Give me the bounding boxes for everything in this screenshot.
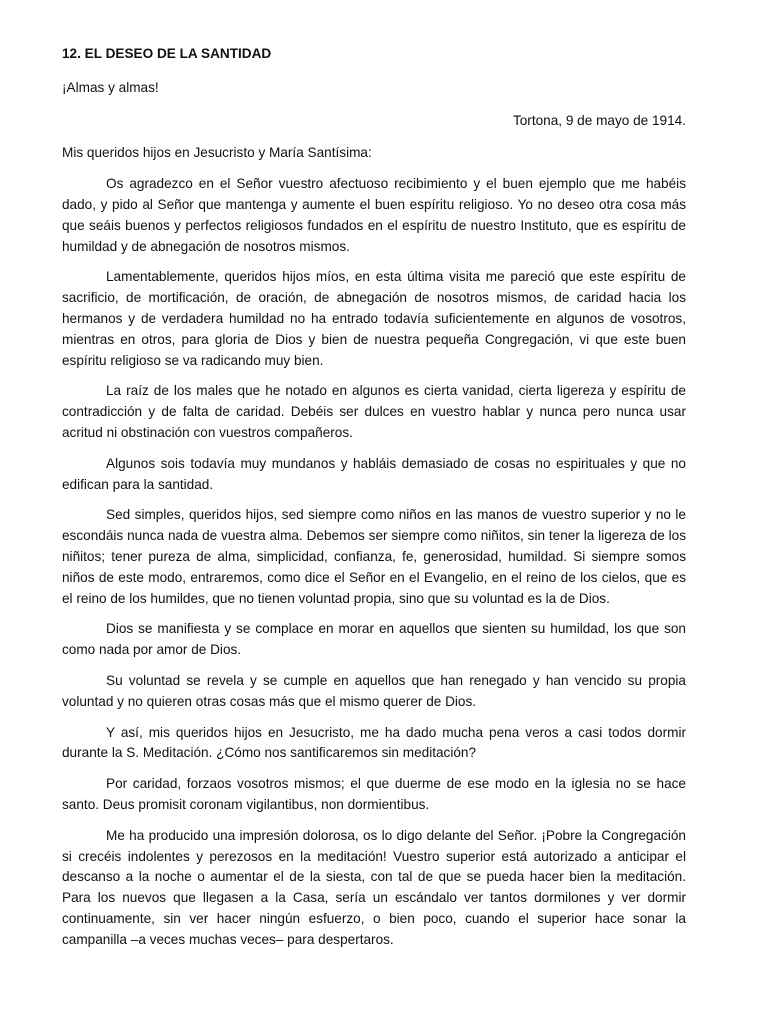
paragraph-9: Por caridad, forzaos vosotros mismos; el que duerme de ese modo en la iglesia no se hace santo. Deus promisit coronam vigilantibus, non dormientibus. — [62, 776, 686, 812]
paragraph-4: Algunos sois todavía muy mundanos y habláis demasiado de cosas no espirituales y que no edifican para la santidad. — [62, 455, 686, 492]
intro-line: ¡Almas y almas! — [62, 79, 159, 95]
paragraph-2: Lamentablemente, queridos hijos míos, en esta última visita me pareció que este espíritu de sacrificio, de mortificación, de oración, de abnegación de nosotros mismos, de caridad hacia los hermanos y de verdadera humildad no ha entrado todavía suficientemente en algunos de vosotros, mientras en otros, para gloria de Dios y bien de nuestra pequeña Congregación, vi que este buen espíritu religioso se va radicando muy bien. — [62, 269, 686, 368]
paragraph-1: Os agradezco en el Señor vuestro afectuoso recibimiento y el buen ejemplo que me habéis dado, y pido al Señor que mantenga y aumente el buen espíritu religioso. Yo no deseo otra cosa más que seáis buenos y perfectos religiosos fundados en el espíritu de nuestro Instituto, que es espíritu de humildad y de abnegación de nosotros mismos. — [62, 176, 686, 254]
paragraph-8: Y así, mis queridos hijos en Jesucristo, me ha dado mucha pena veros a casi todos dormir durante la S. Meditación. ¿Cómo nos santificaremos sin meditación? — [62, 724, 686, 761]
paragraph-6: Dios se manifiesta y se complace en morar en aquellos que sienten su humildad, los que son como nada por amor de Dios. — [62, 621, 686, 658]
paragraph-3: La raíz de los males que he notado en algunos es cierta vanidad, cierta ligereza y espíritu de contradicción y de falta de caridad. Debéis ser dulces en vuestro hablar y nunca pero nunca usar acritud ni obstinación con vuestros compañeros. — [62, 383, 686, 440]
dateline: Tortona, 9 de mayo de 1914. — [512, 112, 686, 128]
paragraph-5: Sed simples, queridos hijos, sed siempre como niños en las manos de vuestro superior y no le escondáis nunca nada de vuestra alma. Debemos ser siempre como niñitos, sin tener la ligereza de los niñitos; tener pureza de alma, simplicidad, confianza, fe, generosidad, humildad. Si siempre somos niños de este modo, entraremos, como dice el Señor en el Evangelio, en el reino de los cielos, que es el reino de los humildes, que no tienen voluntad propia, sino que su voluntad es la de Dios. — [62, 507, 686, 606]
document-title: 12. EL DESEO DE LA SANTIDAD — [62, 46, 272, 61]
paragraph-10: Me ha producido una impresión dolorosa, os lo digo delante del Señor. ¡Pobre la Congregación si crecéis indolentes y perezosos en la meditación! Vuestro superior está autorizado a anticipar el descanso a la noche o aumentar el de la siesta, con tal de que se pueda hacer bien la meditación. Para los nuevos que llegasen a la Casa, sería un escándalo ver tantos dormilones y ver dormir continuamente, sin ver hacer ningún esfuerzo, o bien poco, cuando el superior hace sonar la campanilla –a veces muchas veces– para despertaros. — [62, 827, 686, 947]
document-page — [62, 44, 686, 960]
paragraph-7: Su voluntad se revela y se cumple en aquellos que han renegado y han vencido su propia voluntad y no quieren otras cosas más que el mismo querer de Dios. — [62, 672, 686, 709]
salutation: Mis queridos hijos en Jesucristo y María Santísima: — [62, 145, 372, 161]
